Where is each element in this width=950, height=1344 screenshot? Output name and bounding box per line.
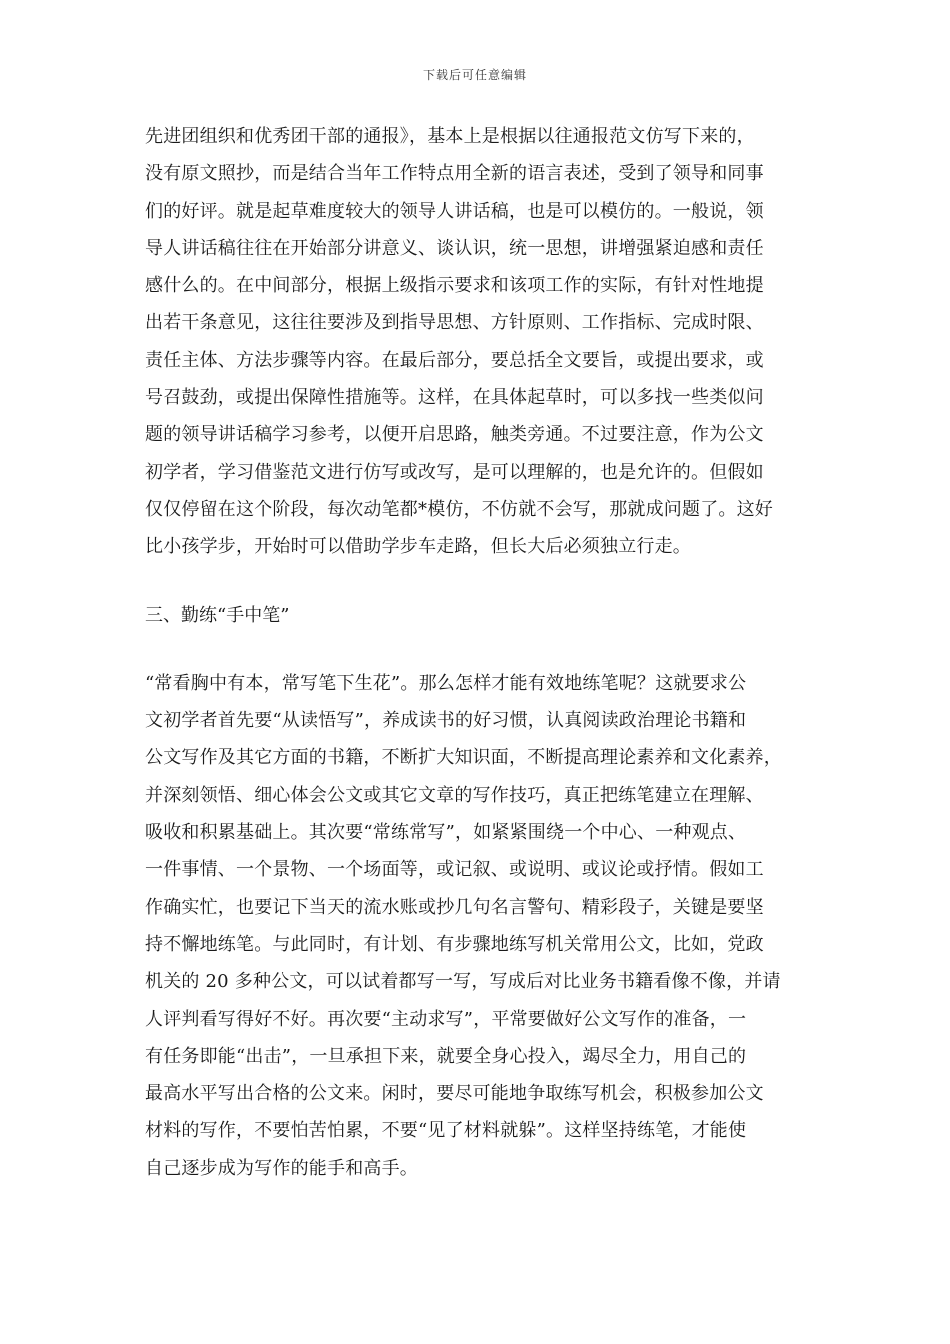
body-paragraph: 先进团组织和优秀团干部的通报》，基本上是根据以往通报范文仿写下来的， 没有原文照抄，而是结合当年工作特点用全新的语言表述，受到了领导和同事 们的好评。就是起草难度较大的领导人讲话稿，也是可以模仿的。一般说，领 导人讲话稿往往在开始部分讲意义、谈认识，统一思想，讲增强紧迫感和责任 感什么的。在中间部分，根据上级指示要求和该项工作的实际，有针对性地提 出若干条意见，这往往要涉及到指导思想、方针原则、工作指标、完成时限、 责任主体、方法步骤等内容。在最后部分，要总括全文要旨，或提出要求，或 号召鼓劲，或提出保障性措施等。这样，在具体起草时，可以多找一些类似问 题的领导讲话稿学习参考，以便开启思路，触类旁通。不过要注意，作为公文 初学者，学习借鉴范文进行仿写或改写，是可以理解的，也是允许的。但假如 仅仅停留在这个阶段，每次动笔都*模仿，不仿就不会写，那就成问题了。这好 比小孩学步，开始时可以借助学步车走路，但长大后必须独立行走。: [145, 126, 773, 558]
section-heading: 三、勤练“手中笔”: [145, 604, 290, 626]
page-header: 下载后可任意编辑: [422, 68, 527, 82]
body-paragraph: “常看胸中有本，常写笔下生花”。那么怎样才能有效地练笔呢？这就要求公 文初学者首先要“从读悟写”，养成读书的好习惯，认真阅读政治理论书籍和 公文写作及其它方面的书籍，不断扩大知识面，不断提高理论素养和文化素养， 并深刻领悟、细心体会公文或其它文章的写作技巧，真正把练笔建立在理解、 吸收和积累基础上。其次要“常练常写”，如紧紧围绕一个中心、一种观点、 一件事情、一个景物、一个场面等，或记叙、或说明、或议论或抒情。假如工 作确实忙，也要记下当天的流水账或抄几句名言警句、精彩段子，关键是要坚 持不懈地练笔。与此同时，有计划、有步骤地练写机关常用公文，比如，党政 机关的 20 多种公文，可以试着都写一写，写成后对比业务书籍看像不像，并请 人评判看写得好不好。再次要“主动求写”，平常要做好公文写作的准备，一 有任务即能“出击”，一旦承担下来，就要全身心投入，竭尽全力，用自己的 最高水平写出合格的公文来。闲时，要尽可能地争取练写机会，积极参加公文 材料的写作，不要怕苦怕累，不要“见了材料就躲”。这样坚持练笔，才能使 自己逐步成为写作的能手和高手。: [145, 672, 782, 1179]
document-body: [145, 118, 805, 1187]
